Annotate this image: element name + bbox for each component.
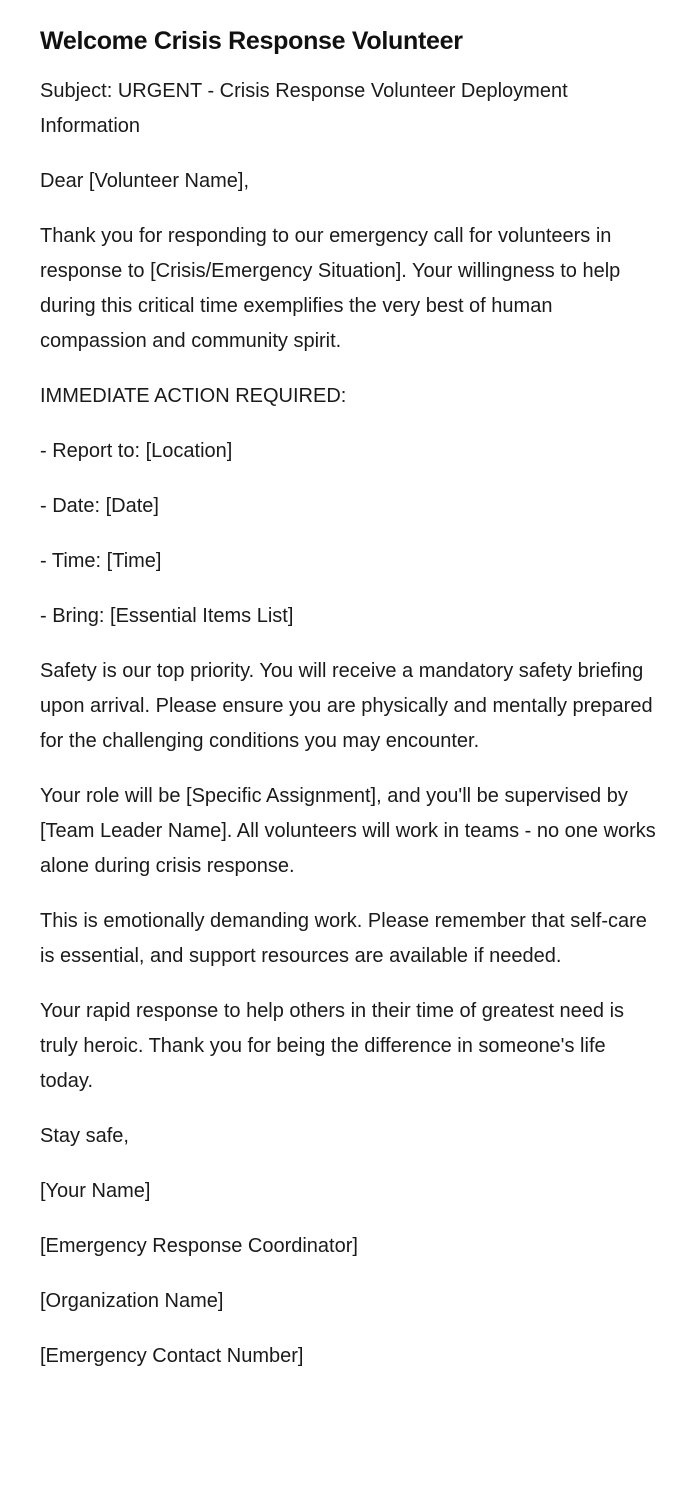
signature-contact: [Emergency Contact Number] [40,1345,304,1367]
closing: Stay safe, [40,1125,129,1147]
salutation: Dear [Volunteer Name], [40,170,249,192]
time-item: - Time: [Time] [40,550,162,572]
letter-title: Welcome Crisis Response Volunteer [40,27,463,55]
signature-title: [Emergency Response Coordinator] [40,1235,358,1257]
bring-items-item: - Bring: [Essential Items List] [40,605,294,627]
self-care-paragraph: This is emotionally demanding work. Please remember that self-care is essential, and support resources are available if needed. [40,910,647,967]
signature-name: [Your Name] [40,1180,151,1202]
subject-line: Subject: URGENT - Crisis Response Volunteer Deployment Information [40,80,568,137]
role-paragraph: Your role will be [Specific Assignment], and you'll be supervised by [Team Leader Name]. All volunteers will work in teams - no one works alone during crisis response. [40,785,656,877]
signature-organization: [Organization Name] [40,1290,224,1312]
thanks-paragraph: Your rapid response to help others in their time of greatest need is truly heroic. Thank you for being the difference in someone's life today. [40,1000,625,1092]
safety-paragraph: Safety is our top priority. You will receive a mandatory safety briefing upon arrival. Please ensure you are physically and mentally prepared for the challenging conditions you may encounter. [40,660,653,752]
intro-paragraph: Thank you for responding to our emergency call for volunteers in response to [Crisis/Emergency Situation]. Your willingness to help during this critical time exemplifies the very best of human compassion and community spirit. [40,225,621,352]
date-item: - Date: [Date] [40,495,159,517]
report-location-item: - Report to: [Location] [40,440,233,462]
action-heading: IMMEDIATE ACTION REQUIRED: [40,385,347,407]
